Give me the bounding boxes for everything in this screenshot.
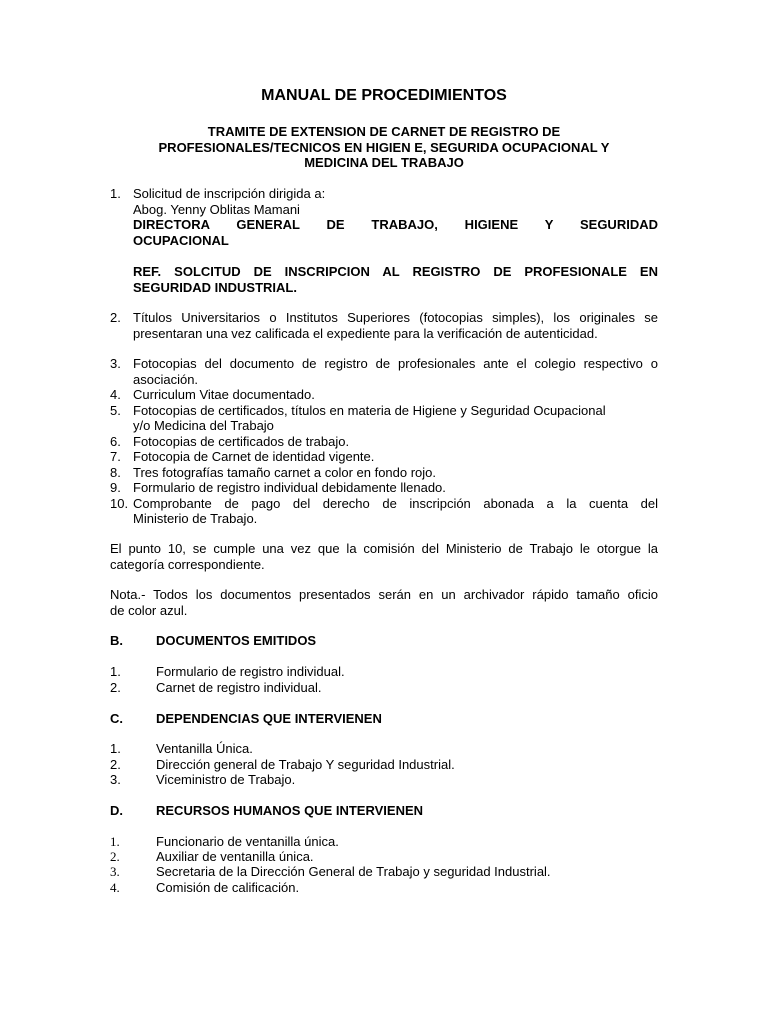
item-number: 2. [110, 849, 120, 864]
section-letter: B. [110, 633, 123, 648]
item-text: Secretaria de la Dirección General de Trabajo y seguridad Industrial. [156, 864, 551, 879]
section-letter: D. [110, 803, 123, 818]
requirement-item-6 [110, 434, 658, 450]
requirements-list [110, 356, 658, 527]
item-number: 1. [110, 664, 121, 679]
section-title: DOCUMENTOS EMITIDOS [156, 633, 317, 648]
requirement-item-8 [110, 465, 658, 481]
item-text: Carnet de registro individual. [156, 680, 322, 695]
item-text: Fotocopias del documento de registro de profesionales ante el colegio respectivo o [133, 356, 658, 371]
requirement-item-4 [110, 387, 658, 403]
item-text: Fotocopias de certificados, títulos en materia de Higiene y Seguridad Ocupacional [133, 402, 606, 418]
item-text: y/o Medicina del Trabajo [133, 418, 274, 433]
item-number: 2. [110, 757, 121, 772]
note-punto-10 [110, 541, 658, 572]
requirement-item-7 [110, 449, 658, 465]
item-text: Tres fotografías tamaño carnet a color en fondo rojo. [133, 464, 437, 480]
document-subtitle [130, 124, 638, 171]
subtitle-line: MEDICINA DEL TRABAJO [304, 155, 464, 170]
item-number: 2. [110, 680, 121, 695]
item-text: Fotocopias de certificados de trabajo. [133, 433, 350, 449]
item-number: 5. [110, 402, 121, 418]
page-title: MANUAL DE PROCEDIMIENTOS [261, 87, 507, 104]
item-number: 3. [110, 864, 120, 879]
item-text: Dirección general de Trabajo Y seguridad Industrial. [156, 757, 455, 772]
item-text: Curriculum Vitae documentado. [133, 387, 315, 402]
item-number: 1. [110, 834, 120, 849]
item-number: 4. [110, 387, 121, 402]
item-text: Abog. Yenny Oblitas Mamani [133, 201, 300, 217]
item-number: 3. [110, 356, 121, 371]
item-number: 1. [110, 741, 121, 756]
item-number: 2. [110, 310, 121, 325]
subtitle-line: PROFESIONALES/TECNICOS EN HIGIEN E, SEGURIDA OCUPACIONAL Y [158, 139, 610, 155]
item-number: 7. [110, 449, 121, 464]
note-text: El punto 10, se cumple una vez que la comisión del Ministerio de Trabajo le otorgue la [110, 541, 658, 556]
section-letter: C. [110, 711, 123, 726]
addressee-title: DIRECTORA GENERAL DE TRABAJO, HIGIENE Y SEGURIDAD [133, 217, 658, 232]
section-title: RECURSOS HUMANOS QUE INTERVIENEN [156, 803, 424, 818]
reference-line: REF. SOLCITUD DE INSCRIPCION AL REGISTRO DE PROFESIONALE EN [133, 264, 658, 279]
item-number: 10. [110, 495, 129, 511]
requirement-item-1 [110, 186, 658, 295]
item-text: Funcionario de ventanilla única. [156, 834, 339, 849]
item-text: Fotocopia de Carnet de identidad vigente. [133, 449, 375, 464]
item-text: Auxiliar de ventanilla única. [156, 849, 314, 864]
item-text: Viceministro de Trabajo. [156, 772, 296, 787]
note-text: Nota.- Todos los documentos presentados serán en un archivador rápido tamaño oficio [110, 587, 658, 602]
item-text: Formulario de registro individual. [156, 664, 345, 679]
addressee-title: OCUPACIONAL [133, 232, 229, 248]
item-number: 3. [110, 772, 121, 787]
requirement-item-5 [110, 403, 658, 434]
item-text: presentaran una vez calificada el expediente para la verificación de autenticidad. [133, 325, 598, 341]
item-number: 6. [110, 433, 121, 449]
item-text: Ministerio de Trabajo. [133, 511, 258, 526]
requirement-item-3 [110, 356, 658, 387]
requirement-item-9 [110, 480, 658, 496]
item-number: 9. [110, 480, 121, 495]
item-number: 4. [110, 880, 120, 895]
note-nota [110, 587, 658, 618]
item-text: Formulario de registro individual debidamente llenado. [133, 480, 446, 495]
subtitle-line: TRAMITE DE EXTENSION DE CARNET DE REGISTRO DE [207, 124, 561, 139]
note-text: de color azul. [110, 602, 188, 618]
item-text: asociación. [133, 371, 199, 387]
item-text: Comprobante de pago del derecho de inscripción abonada a la cuenta del [133, 495, 658, 511]
note-text: categoría correspondiente. [110, 556, 265, 572]
item-number: 8. [110, 464, 121, 480]
item-text: Ventanilla Única. [156, 741, 253, 756]
item-text: Comisión de calificación. [156, 880, 300, 895]
section-title: DEPENDENCIAS QUE INTERVIENEN [156, 711, 382, 726]
item-text: Títulos Universitarios o Institutos Superiores (fotocopias simples), los originales se [133, 310, 658, 325]
requirement-item-2 [110, 310, 658, 341]
requirement-item-10 [110, 496, 658, 527]
item-text: Solicitud de inscripción dirigida a: [133, 186, 326, 201]
reference-line: SEGURIDAD INDUSTRIAL. [133, 279, 297, 295]
item-number: 1. [110, 186, 121, 201]
